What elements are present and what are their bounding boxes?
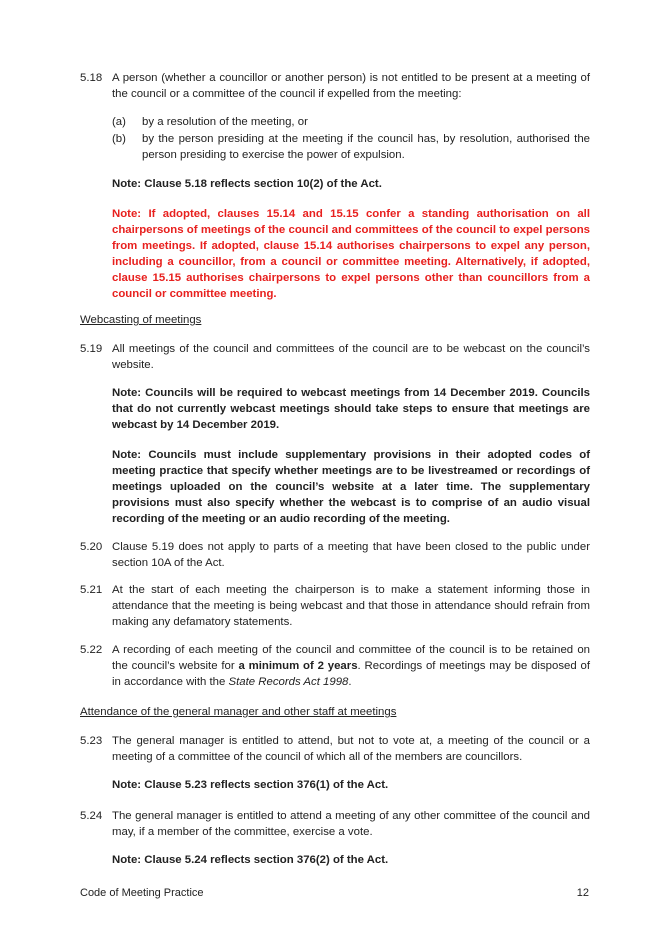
clause-number: 5.18 [80, 72, 103, 84]
note-5-19-a: Note: Councils will be required to webcast meetings from 14 December 2019. Councils that do not currently webcast meetings should take steps to ensure that meetings are webcast by 14 December 2019. [112, 387, 590, 431]
clause-5-23 [80, 733, 590, 765]
section-heading-attendance: Attendance of the general manager and other staff at meetings [80, 706, 397, 718]
clause-5-24 [80, 808, 590, 840]
note-5-23: Note: Clause 5.23 reflects section 376(1) of the Act. [112, 779, 389, 791]
clause-text-part: A recording of each meeting of the council and committee of the council is to be retained on the council’s website for [112, 644, 590, 672]
clause-number: 5.23 [80, 735, 103, 747]
sub-label: (b) [112, 133, 126, 145]
clause-text: A person (whether a councillor or another person) is not entitled to be present at a meeting of the council or a committee of the council if expelled from the meeting: [112, 72, 590, 100]
clause-text: The general manager is entitled to attend a meeting of any other committee of the council and may, if a member of the committee, exercise a vote. [112, 810, 590, 838]
sub-label: (a) [112, 116, 126, 128]
clause-text-bold: a minimum of 2 years [238, 660, 358, 672]
note-5-24: Note: Clause 5.24 reflects section 376(2) of the Act. [112, 854, 389, 866]
clause-text [112, 642, 590, 690]
clause-5-20 [80, 539, 590, 571]
act-title: State Records Act 1998 [228, 676, 349, 688]
clause-5-22 [80, 642, 590, 690]
footer-title: Code of Meeting Practice [80, 887, 204, 899]
footer-page-number: 12 [576, 887, 589, 899]
clause-text-part: . Recordings of meetings may be disposed of in accordance with the [112, 660, 591, 688]
clause-5-18-b [112, 131, 590, 163]
clause-5-19 [80, 341, 590, 373]
clause-5-18-a [112, 114, 590, 130]
clause-number: 5.24 [80, 810, 103, 822]
clause-number: 5.21 [80, 584, 103, 596]
clause-text: Clause 5.19 does not apply to parts of a meeting that have been closed to the public under section 10A of the Act. [112, 541, 590, 569]
clause-number: 5.20 [80, 541, 103, 553]
note-5-18-red: Note: If adopted, clauses 15.14 and 15.15 confer a standing authorisation on all chairpersons of meetings of the council and committees of the council to expel persons from meetings. If adopted, clause 15.14 authorises chairpersons to expel any person, including a councillor, from a council or committee meeting. Alternatively, if adopted, clause 15.15 authorises chairpersons to expel persons other than councillors from a council or committee meeting. [112, 208, 590, 300]
clause-5-18 [80, 70, 590, 102]
clause-text-part: . [348, 676, 352, 688]
clause-text: The general manager is entitled to attend, but not to vote at, a meeting of the council or a meeting of a committee of the council of which all of the members are councillors. [112, 735, 590, 763]
note-5-19-b: Note: Councils must include supplementary provisions in their adopted codes of meeting practice that specify whether meetings are to be livestreamed or recordings of meetings uploaded on the council’s website at a later time. The supplementary provisions must also specify whether the webcast is to comprise of an audio visual recording of the meeting or an audio recording of the meeting. [112, 449, 590, 525]
clause-text: At the start of each meeting the chairperson is to make a statement informing those in attendance that the meeting is being webcast and that those in attendance should refrain from making any defamatory statements. [112, 584, 590, 628]
sub-text: by the person presiding at the meeting if the council has, by resolution, authorised the person presiding to exercise the power of expulsion. [142, 133, 590, 161]
clause-5-21 [80, 582, 590, 630]
note-5-18: Note: Clause 5.18 reflects section 10(2) of the Act. [112, 178, 382, 190]
clause-text: All meetings of the council and committees of the council are to be webcast on the council’s website. [112, 343, 590, 371]
sub-text: by a resolution of the meeting, or [142, 116, 308, 128]
section-heading-webcasting: Webcasting of meetings [80, 314, 202, 326]
clause-number: 5.19 [80, 343, 103, 355]
clause-number: 5.22 [80, 644, 103, 656]
